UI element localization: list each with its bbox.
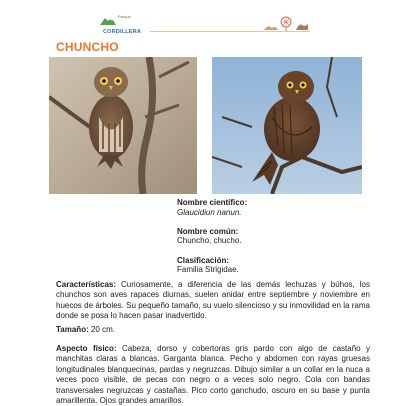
scientific-name-value: Glaucidiun nanun.: [177, 207, 242, 217]
appearance-text: Cabeza, dorso y cobertoras gris pardo con algo de castaño y manchitas claras a blancas. Garganta blanca. Pecho y abdomen con rayas gruesas longitudinales blanquecinas, pardas y negruzcas. Dibujo similar a un collar en la nuca a veces poco visible, de pecas con negro o a veces solo negro. Cola con bandas transversales negruzcas y castañas. Pico corto ganchudo, oscuro en su base y punta amarillenta. Ojos grandes amarillos.: [56, 344, 371, 406]
flora-fauna-decoration-icon: [262, 15, 312, 32]
logo-brand-text: CORDILLERA: [103, 29, 142, 35]
size-text: 20 cm.: [90, 325, 115, 334]
owl-photo-right: [212, 57, 362, 194]
classification-label: Clasificación:: [177, 255, 230, 265]
park-logo: [100, 14, 150, 34]
appearance-label: Aspecto físico:: [56, 344, 117, 353]
appearance-paragraph: [56, 344, 370, 406]
species-facts: [177, 198, 357, 275]
page-title: CHUNCHO: [56, 40, 119, 54]
characteristics-paragraph: [56, 280, 370, 322]
size-label: Tamaño:: [56, 325, 89, 334]
classification-value: Familia Strigidae.: [177, 265, 239, 275]
characteristics-label: Características:: [56, 280, 117, 289]
scientific-name-label: Nombre científico:: [177, 198, 248, 207]
size-paragraph: [56, 325, 370, 335]
common-name-label: Nombre común:: [177, 226, 239, 236]
logo-top-text: Parque: [118, 14, 131, 19]
mountain-logo-icon: [100, 16, 116, 25]
owl-photo-left: [49, 57, 197, 194]
characteristics-text: Curiosamente, a diferencia de las demás lechuzas y búhos, los chunchos son aves rapaces diurnas, suelen anidar entre septiembre y noviembre en huecos de árboles. Su pequeño tamaño, su vuelo silencioso y su inmovilidad en la rama donde se posa lo hacen pasar inadvertido.: [56, 280, 370, 321]
common-name-value: Chuncho, chucho.: [177, 236, 242, 246]
